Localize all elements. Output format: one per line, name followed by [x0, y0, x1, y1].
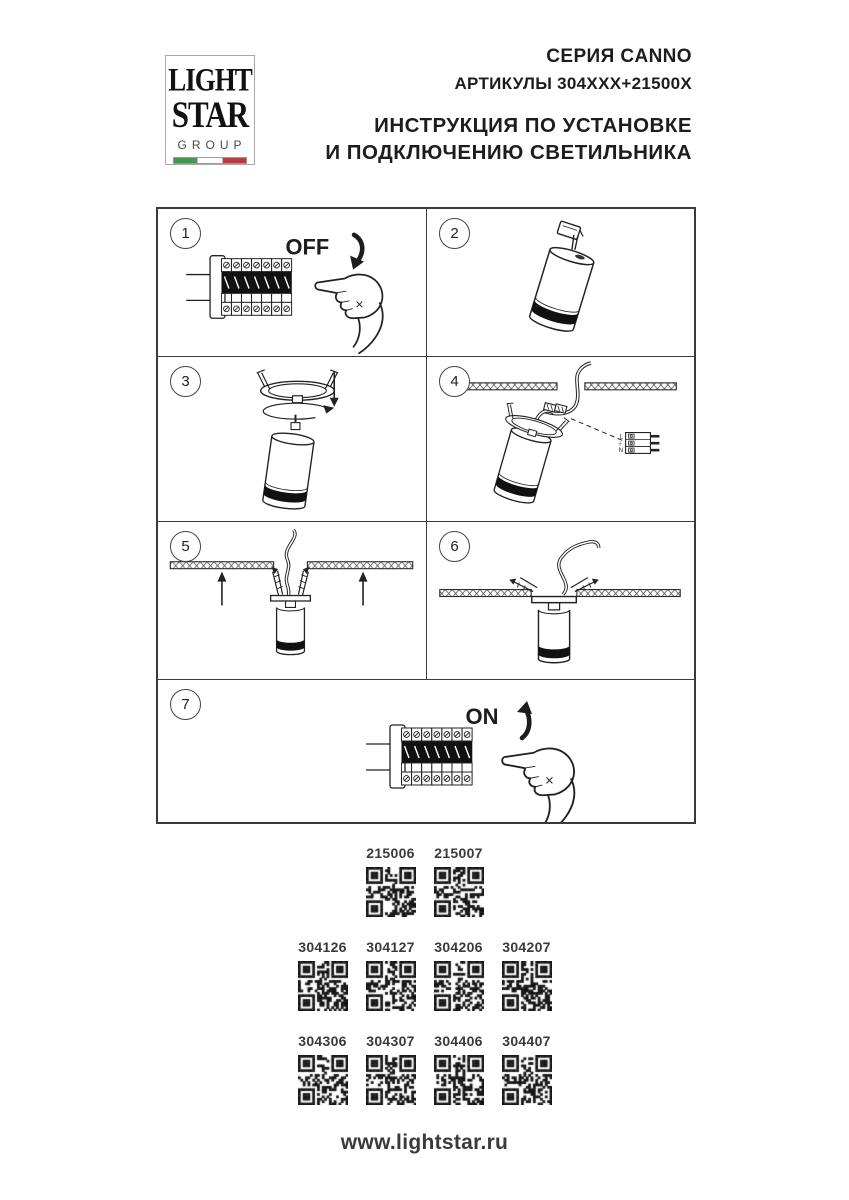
qr-item: [434, 939, 484, 1011]
qr-row-2: [298, 939, 552, 1011]
qr-item: [434, 845, 484, 917]
qr-label: 304207: [502, 939, 551, 955]
flag-white: [197, 158, 222, 163]
qr-label: 304307: [366, 1033, 415, 1049]
header-text: [325, 46, 692, 166]
mounting-ring: [257, 370, 339, 403]
qr-code: [366, 867, 416, 917]
series-title: СЕРИЯ CANNO: [546, 46, 692, 67]
ceiling: [440, 590, 680, 597]
qr-code: [434, 1055, 484, 1105]
step-6-number: 6: [439, 531, 470, 562]
qr-item: [298, 1033, 348, 1105]
flag-green: [174, 158, 197, 163]
step-7-number: 7: [170, 689, 201, 720]
installation-steps-table: [156, 207, 696, 824]
step-2-number: 2: [439, 218, 470, 249]
qr-item: [366, 939, 416, 1011]
lamp: [532, 597, 577, 663]
qr-section: [0, 845, 849, 1127]
website-url: www.lightstar.ru: [340, 1131, 509, 1154]
ceiling: [442, 383, 677, 390]
qr-label: 215007: [434, 845, 483, 861]
logo-word-star: STAR: [171, 93, 249, 136]
qr-item: [366, 845, 416, 917]
step-5-number: 5: [170, 531, 201, 562]
lightstar-logo: [165, 55, 255, 165]
qr-label: 304127: [366, 939, 415, 955]
on-arrow-icon: [517, 701, 532, 738]
step-3-number: 3: [170, 366, 201, 397]
step-1-panel: [158, 209, 427, 357]
wire: [286, 530, 295, 597]
qr-row-3: [298, 1033, 552, 1105]
up-arrow-icon: [217, 572, 226, 606]
articles-line: АРТИКУЛЫ 304XXX+21500X: [454, 74, 692, 93]
document-title-line2: И ПОДКЛЮЧЕНИЮ СВЕТИЛЬНИКА: [325, 141, 692, 164]
qr-code: [366, 1055, 416, 1105]
step-4-number: 4: [439, 366, 470, 397]
step-7-illustration: [158, 680, 694, 822]
lamp-with-ring: [482, 399, 571, 509]
flag-red: [223, 158, 246, 163]
qr-item: [366, 1033, 416, 1105]
qr-label: 304126: [298, 939, 347, 955]
qr-code: [298, 1055, 348, 1105]
breaker-panel: [366, 725, 472, 788]
pointing-hand-icon: [315, 275, 382, 354]
lamp: [271, 596, 311, 655]
on-label: ON: [465, 704, 499, 729]
spring-clip: [298, 567, 309, 596]
qr-item: [434, 1033, 484, 1105]
step-6-panel: [427, 522, 694, 680]
step-5-panel: [158, 522, 427, 680]
qr-code: [434, 867, 484, 917]
lamp: [528, 244, 595, 334]
callout-line: [571, 419, 623, 441]
qr-label: 304206: [434, 939, 483, 955]
qr-row-1: [366, 845, 484, 917]
spring-clip: [272, 567, 283, 596]
document-title: [325, 112, 692, 166]
qr-item: [298, 939, 348, 1011]
qr-item: [502, 1033, 552, 1105]
breaker-panel: [186, 256, 292, 319]
ceiling: [170, 562, 412, 569]
step-7-panel: [158, 680, 694, 822]
qr-code: [298, 961, 348, 1011]
up-arrow-icon: [359, 572, 368, 606]
off-arrow-icon: [350, 235, 364, 270]
qr-code: [502, 1055, 552, 1105]
step-4-panel: [427, 357, 694, 522]
qr-label: 304406: [434, 1033, 483, 1049]
qr-code: [434, 961, 484, 1011]
qr-code: [502, 961, 552, 1011]
off-label: OFF: [285, 234, 330, 260]
rotate-arrow-icon: [263, 403, 334, 419]
wire: [559, 542, 599, 595]
step-2-panel: [427, 209, 694, 357]
document-title-line1: ИНСТРУКЦИЯ ПО УСТАНОВКЕ: [374, 114, 692, 137]
step-1-number: 1: [170, 218, 201, 249]
qr-label: 304306: [298, 1033, 347, 1049]
pointing-hand-icon: [502, 748, 574, 822]
lamp: [262, 431, 315, 511]
connector: [557, 221, 586, 241]
qr-label: 304407: [502, 1033, 551, 1049]
logo-word-group: GROUP: [177, 138, 247, 152]
terminal-block-icon: [617, 433, 659, 455]
qr-code: [366, 961, 416, 1011]
logo-word-light: LIGHT: [168, 61, 252, 98]
step-3-panel: [158, 357, 427, 522]
qr-label: 215006: [366, 845, 415, 861]
italy-flag-icon: [173, 157, 247, 164]
qr-item: [502, 939, 552, 1011]
